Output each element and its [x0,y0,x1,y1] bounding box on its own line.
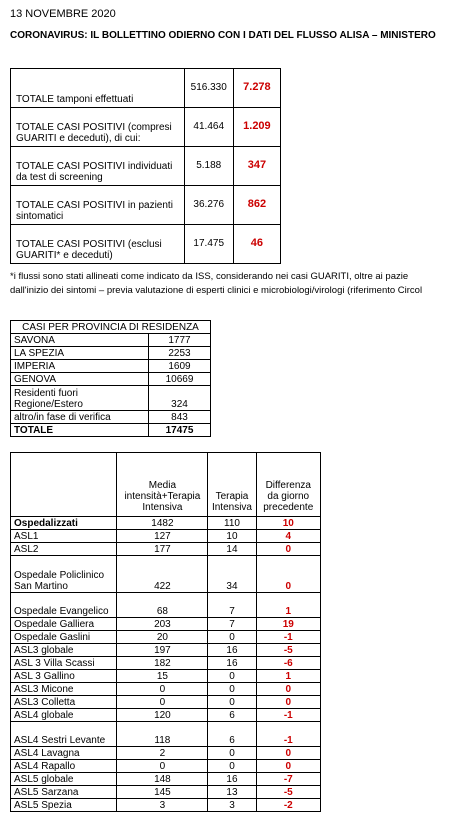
footnote [10,270,422,298]
hospital-row [11,543,321,556]
hospital-row [11,556,321,593]
summary-label: TOTALE CASI POSITIVI individuati da test di screening [11,147,185,186]
summary-value: 516.330 [184,69,233,108]
hospital-ti: 0 [208,631,256,644]
hospital-ti: 0 [208,760,256,773]
hospital-row [11,696,321,709]
footnote-line: *i flussi sono stati allineati come indicato da ISS, considerando nei casi GUARITI, oltre ai pazie [10,271,409,282]
hospital-name: ASL5 Sarzana [11,786,117,799]
hospital-media: 145 [117,786,208,799]
summary-value: 17.475 [184,225,233,264]
hospital-name: ASL1 [11,530,117,543]
province-value: 1777 [149,334,211,347]
hospital-ti: 6 [208,709,256,722]
summary-label: TOTALE CASI POSITIVI in pazienti sintomatici [11,186,185,225]
hospital-media: 68 [117,593,208,618]
hospital-name: Ospedale Galliera [11,618,117,631]
hospital-name: ASL2 [11,543,117,556]
hospital-ti: 6 [208,722,256,747]
hospital-media: 2 [117,747,208,760]
hospital-diff: -5 [256,786,320,799]
hospital-media: 120 [117,709,208,722]
hospital-ti: 16 [208,773,256,786]
summary-delta: 347 [233,147,280,186]
summary-row [11,186,281,225]
hospital-diff: -7 [256,773,320,786]
hospital-row [11,631,321,644]
hospital-name: Ospedalizzati [11,517,117,530]
hospital-name: ASL3 globale [11,644,117,657]
province-value: 1609 [149,360,211,373]
hospital-media: 177 [117,543,208,556]
summary-label: TOTALE CASI POSITIVI (esclusi GUARITI* e deceduti) [11,225,185,264]
summary-row [11,147,281,186]
hospital-ti: 13 [208,786,256,799]
hospital-ti: 7 [208,593,256,618]
hospital-diff: 0 [256,696,320,709]
hospital-row [11,618,321,631]
hospital-name: ASL4 Lavagna [11,747,117,760]
hospital-ti: 7 [208,618,256,631]
hospital-diff: 0 [256,747,320,760]
hospital-media: 20 [117,631,208,644]
summary-delta: 1.209 [233,108,280,147]
hospital-diff: 19 [256,618,320,631]
hospital-diff: -2 [256,799,320,812]
hospital-name: ASL4 globale [11,709,117,722]
province-value: 843 [149,411,211,424]
province-row [11,373,211,386]
hospital-diff: -1 [256,709,320,722]
hospital-name: ASL4 Rapallo [11,760,117,773]
hospital-ti: 34 [208,556,256,593]
summary-value: 5.188 [184,147,233,186]
hospital-media: 3 [117,799,208,812]
hospital-row [11,799,321,812]
bulletin-headline: CORONAVIRUS: IL BOLLETTINO ODIERNO CON I DATI DEL FLUSSO ALISA – MINISTERO [10,30,436,41]
hospital-diff: -1 [256,631,320,644]
province-table-title: CASI PER PROVINCIA DI RESIDENZA [11,321,211,334]
province-name: GENOVA [11,373,149,386]
hospital-row [11,593,321,618]
hospital-diff: 0 [256,760,320,773]
hospital-media: 0 [117,760,208,773]
province-total-label: TOTALE [11,424,149,437]
province-row [11,360,211,373]
hospital-diff: 1 [256,670,320,683]
summary-value: 41.464 [184,108,233,147]
province-name: LA SPEZIA [11,347,149,360]
hospital-media: 118 [117,722,208,747]
hospital-header-row [11,453,321,517]
hospital-media: 0 [117,683,208,696]
hospital-media: 148 [117,773,208,786]
summary-delta: 7.278 [233,69,280,108]
hospital-ti: 16 [208,644,256,657]
hospital-diff: 0 [256,683,320,696]
hospital-name: Ospedale Gaslini [11,631,117,644]
hospital-diff: -6 [256,657,320,670]
hospital-diff: -5 [256,644,320,657]
hospital-name: ASL 3 Gallino [11,670,117,683]
hospital-row [11,683,321,696]
hospital-ti: 14 [208,543,256,556]
hospital-row [11,530,321,543]
hospital-name: ASL5 Spezia [11,799,117,812]
summary-delta: 46 [233,225,280,264]
summary-label: TOTALE CASI POSITIVI (compresi GUARITI e deceduti), di cui: [11,108,185,147]
province-value: 10669 [149,373,211,386]
province-row [11,386,211,411]
hospital-row [11,670,321,683]
hospital-media: 0 [117,696,208,709]
province-value: 2253 [149,347,211,360]
hospital-name: ASL 3 Villa Scassi [11,657,117,670]
footnote-line: dall'inizio dei sintomi – previa valutazione di esperti clinici e microbiologi/virologi (riferimento Circol [10,285,423,296]
province-name: SAVONA [11,334,149,347]
hospital-media: 182 [117,657,208,670]
hospital-media: 1482 [117,517,208,530]
hospital-row [11,517,321,530]
summary-row [11,108,281,147]
hospital-header-blank [11,453,117,517]
hospital-diff: 0 [256,556,320,593]
hospital-name: ASL3 Colletta [11,696,117,709]
hospital-media: 15 [117,670,208,683]
hospital-row [11,709,321,722]
hospital-row [11,773,321,786]
province-name: Residenti fuori Regione/Estero [11,386,149,411]
province-value: 324 [149,386,211,411]
hospital-diff: 4 [256,530,320,543]
hospital-name: Ospedale Evangelico [11,593,117,618]
province-row [11,411,211,424]
hospital-ti: 3 [208,799,256,812]
summary-delta: 862 [233,186,280,225]
province-total-row [11,424,211,437]
header-differenza: Differenza da giorno precedente [256,453,320,517]
hospital-row [11,786,321,799]
hospital-media: 127 [117,530,208,543]
hospital-name: ASL5 globale [11,773,117,786]
hospital-ti: 0 [208,683,256,696]
province-table [10,320,211,437]
hospital-diff: -1 [256,722,320,747]
bulletin-date: 13 NOVEMBRE 2020 [10,8,116,20]
header-media-intensita: Media intensità+Terapia Intensiva [117,453,208,517]
hospital-row [11,760,321,773]
hospital-media: 197 [117,644,208,657]
header-terapia-intensiva: Terapia Intensiva [208,453,256,517]
province-name: IMPERIA [11,360,149,373]
summary-row [11,225,281,264]
hospital-name: ASL3 Micone [11,683,117,696]
hospital-ti: 0 [208,747,256,760]
hospital-row [11,722,321,747]
province-row [11,334,211,347]
hospital-row [11,644,321,657]
hospital-table [10,452,321,812]
hospital-ti: 110 [208,517,256,530]
province-header-row [11,321,211,334]
hospital-name: Ospedale Policlinico San Martino [11,556,117,593]
summary-label: TOTALE tamponi effettuati [11,69,185,108]
hospital-ti: 10 [208,530,256,543]
hospital-diff: 1 [256,593,320,618]
province-row [11,347,211,360]
hospital-ti: 16 [208,657,256,670]
summary-value: 36.276 [184,186,233,225]
hospital-row [11,657,321,670]
hospital-ti: 0 [208,696,256,709]
summary-table [10,68,281,264]
hospital-ti: 0 [208,670,256,683]
province-total-value: 17475 [149,424,211,437]
hospital-diff: 10 [256,517,320,530]
hospital-name: ASL4 Sestri Levante [11,722,117,747]
hospital-media: 422 [117,556,208,593]
summary-row [11,69,281,108]
province-name: altro/in fase di verifica [11,411,149,424]
hospital-row [11,747,321,760]
hospital-diff: 0 [256,543,320,556]
hospital-media: 203 [117,618,208,631]
